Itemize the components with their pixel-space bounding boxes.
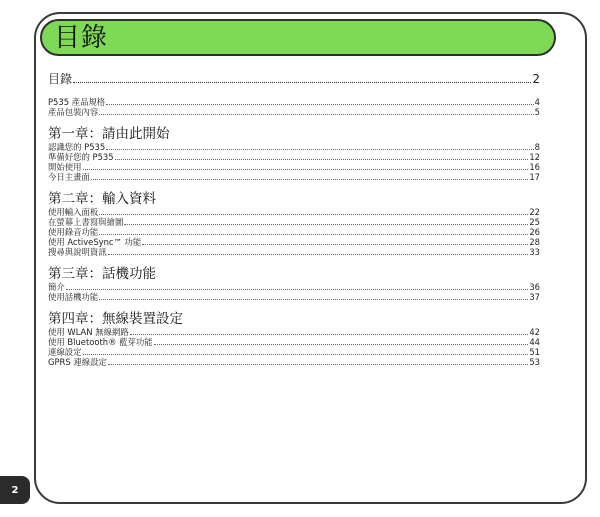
dot-leader (108, 254, 529, 255)
toc-entry-label: 使用 ActiveSync™ 功能 (48, 237, 142, 247)
dot-leader (142, 244, 528, 245)
dot-leader (130, 334, 529, 335)
toc-entry-page: 12 (529, 152, 540, 162)
dot-leader (124, 224, 528, 225)
toc-entry-label: 認識您的 P535 (48, 142, 106, 152)
toc-entry[interactable] (48, 347, 540, 357)
toc-entry-page: 33 (529, 247, 540, 257)
toc-entry-page: 8 (534, 142, 540, 152)
toc-entry-label: P535 產品規格 (48, 97, 106, 107)
toc-entry[interactable] (48, 247, 540, 257)
page-number-badge: 2 (0, 476, 30, 504)
toc-entry-label: 使用 WLAN 無線網路 (48, 327, 129, 337)
toc-entry-page: 22 (529, 207, 540, 217)
chapter-heading: 第二章：輸入資料 (48, 191, 156, 207)
table-of-contents (48, 72, 540, 367)
toc-entry[interactable] (48, 237, 540, 247)
toc-entry-page: 4 (534, 97, 540, 107)
dot-leader (108, 364, 528, 365)
toc-entry-page: 2 (532, 72, 540, 86)
chapter-heading: 第四章：無線裝置設定 (48, 311, 183, 327)
toc-entry[interactable] (48, 207, 540, 217)
toc-entry-page: 17 (529, 172, 540, 182)
toc-entry[interactable] (48, 162, 540, 172)
toc-entry-page: 5 (534, 107, 540, 117)
dot-leader (91, 179, 528, 180)
toc-entry-page: 16 (529, 162, 540, 172)
toc-entry[interactable] (48, 107, 540, 117)
toc-entry-label: 準備好您的 P535 (48, 152, 114, 162)
toc-entry-label: 開始使用 (48, 162, 82, 172)
toc-entry-page: 51 (529, 347, 540, 357)
dot-leader (83, 169, 529, 170)
dot-leader (99, 114, 533, 115)
toc-entry-label: 使用輸入面板 (48, 207, 99, 217)
toc-entry[interactable] (48, 337, 540, 347)
toc-entry-label: 使用錄音功能 (48, 227, 99, 237)
dot-leader (154, 344, 529, 345)
toc-entry-label: 搜尋與說明資訊 (48, 247, 107, 257)
dot-leader (106, 104, 533, 105)
toc-entry-page: 25 (529, 217, 540, 227)
toc-entry-label: 使用 Bluetooth® 藍芽功能 (48, 337, 153, 347)
toc-entry[interactable] (48, 357, 540, 367)
dot-leader (83, 354, 529, 355)
chapter-heading: 第三章：話機功能 (48, 266, 156, 282)
toc-entry[interactable] (48, 97, 540, 107)
toc-entry[interactable] (48, 217, 540, 227)
toc-entry-label: 產品包裝內容 (48, 107, 99, 117)
toc-entry-label: 使用話機功能 (48, 292, 99, 302)
toc-entry-label: 連線設定 (48, 347, 82, 357)
dot-leader (99, 299, 528, 300)
dot-leader (106, 149, 533, 150)
toc-entry[interactable] (48, 152, 540, 162)
toc-entry-page: 26 (529, 227, 540, 237)
toc-entry-label: 今日主畫面 (48, 172, 90, 182)
chapter-heading: 第一章：請由此開始 (48, 126, 170, 142)
toc-entry[interactable] (48, 282, 540, 292)
page-title: 目錄 (54, 23, 109, 53)
toc-entry-page: 37 (529, 292, 540, 302)
toc-entry-label: 目錄 (48, 72, 73, 86)
toc-entry[interactable] (48, 172, 540, 182)
dot-leader (99, 214, 528, 215)
dot-leader (66, 289, 529, 290)
toc-entry-main[interactable] (48, 72, 540, 86)
toc-entry[interactable] (48, 292, 540, 302)
toc-entry-page: 36 (529, 282, 540, 292)
toc-entry[interactable] (48, 327, 540, 337)
toc-entry[interactable] (48, 142, 540, 152)
toc-entry-label: 在螢幕上書寫與繪圖 (48, 217, 124, 227)
toc-entry-page: 28 (529, 237, 540, 247)
dot-leader (99, 234, 528, 235)
dot-leader (73, 82, 531, 83)
title-banner (40, 19, 556, 56)
toc-entry-page: 53 (529, 357, 540, 367)
toc-entry-page: 44 (529, 337, 540, 347)
toc-entry-label: GPRS 連線設定 (48, 357, 107, 367)
dot-leader (115, 159, 529, 160)
toc-entry-page: 42 (529, 327, 540, 337)
toc-entry[interactable] (48, 227, 540, 237)
toc-entry-label: 簡介 (48, 282, 65, 292)
